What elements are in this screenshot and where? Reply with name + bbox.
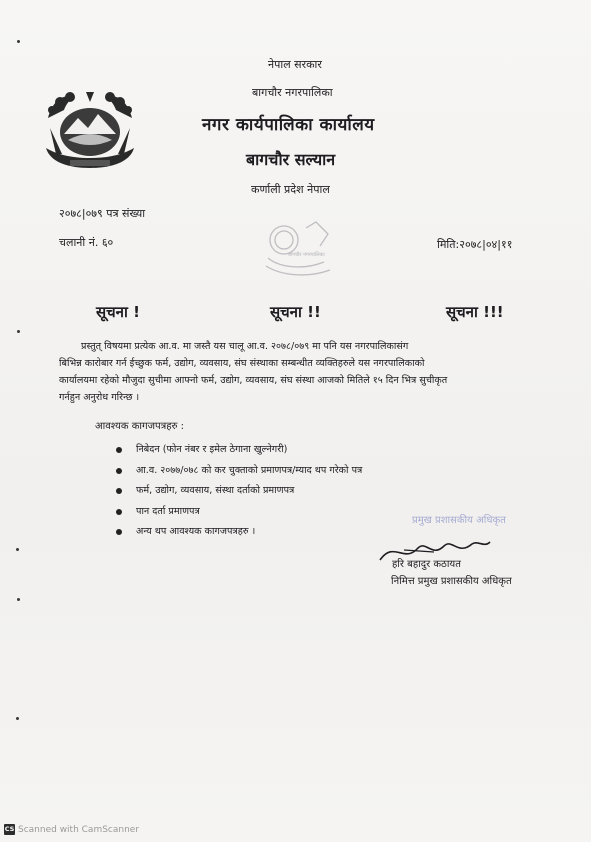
margin-dot [17, 330, 20, 333]
margin-dot [17, 598, 20, 601]
notice-label-1: सूचना ! [96, 303, 140, 321]
camscanner-logo-icon: CS [4, 825, 15, 833]
bullet-icon [116, 468, 122, 474]
document-item: आ.व. २०७७/०७८ को कर चुक्ताको प्रमाणपत्र/म्याद थप गरेको पत्र [136, 464, 363, 476]
body-line: कार्यालयमा रहेको मौजुदा सुचीमा आफ्नो फर्म, उद्योग, व्यवसाय, संघ संस्था आजको मितिले १५ दिन भित्र सुचीकृत [59, 375, 448, 386]
government-name: नेपाल सरकार [268, 58, 322, 71]
signatory-name: हरि बहादुर कठायत [392, 559, 461, 570]
bullet-icon [116, 447, 122, 453]
dispatch-number: चलानी नं. ६० [59, 236, 114, 249]
designation-stamp: प्रमुख प्रशासकीय अधिकृत [412, 515, 506, 526]
list-item [114, 464, 362, 485]
document-item: निबेदन (फोन नंबर र इमेल ठेगाना खुल्नेगरी) [136, 444, 288, 455]
document-item: अन्य थप आवश्यक कागजपत्रहरु । [136, 526, 256, 537]
body-line: प्रस्तुत् विषयमा प्रत्येक आ.व. मा जस्तै यस चालू आ.व. २०७८/०७९ मा पनि यस नगरपालिकासंग [81, 341, 409, 352]
office-location: बागचौर सल्यान [246, 150, 336, 169]
fiscal-year-reference: २०७८|०७९ पत्र संख्या [59, 207, 146, 220]
province-name: कर्णाली प्रदेश नेपाल [251, 183, 330, 196]
list-item [114, 443, 362, 464]
bullet-icon [116, 529, 122, 535]
list-item [114, 525, 362, 546]
scanner-watermark: Scanned with CamScanner [18, 825, 140, 835]
body-line: गर्नहुन अनुरोध गरिन्छ । [59, 392, 140, 403]
municipality-name: बागचौर नगरपालिका [252, 86, 333, 99]
document-item: फर्म, उद्योग, व्यवसाय, संस्था दर्ताको प्रमाणपत्र [136, 485, 295, 496]
document-item: पान दर्ता प्रमाणपत्र [136, 505, 200, 517]
margin-dot [16, 717, 19, 720]
notice-label-2: सूचना !! [270, 303, 321, 321]
seal-text: बागचौर नगरपालिका [288, 252, 325, 258]
notice-body [59, 338, 529, 406]
bullet-icon [116, 488, 122, 494]
documents-list [114, 443, 362, 546]
signatory-designation: निमित्त प्रमुख प्रशासकीय अधिकृत [391, 576, 512, 587]
documents-heading: आवश्यक कागजपत्रहरु : [95, 421, 185, 432]
nepal-emblem-icon [40, 88, 140, 174]
bullet-icon [116, 509, 122, 515]
margin-dot [17, 40, 20, 43]
body-line: बिभिन्न कारोबार गर्न ईच्छुक फर्म, उद्योग, व्यवसाय, संघ संस्थाका सम्बन्धीत व्यक्तिहरुले यस नगरपालिकाको [59, 358, 425, 369]
office-name: नगर कार्यपालिका कार्यालय [202, 115, 375, 135]
office-seal-icon [254, 212, 340, 282]
list-item [114, 484, 362, 505]
margin-dot [16, 548, 19, 551]
list-item [114, 505, 362, 526]
document-date: मिति:२०७८|०४|११ [437, 238, 513, 251]
notice-label-3: सूचना !!! [446, 303, 504, 321]
